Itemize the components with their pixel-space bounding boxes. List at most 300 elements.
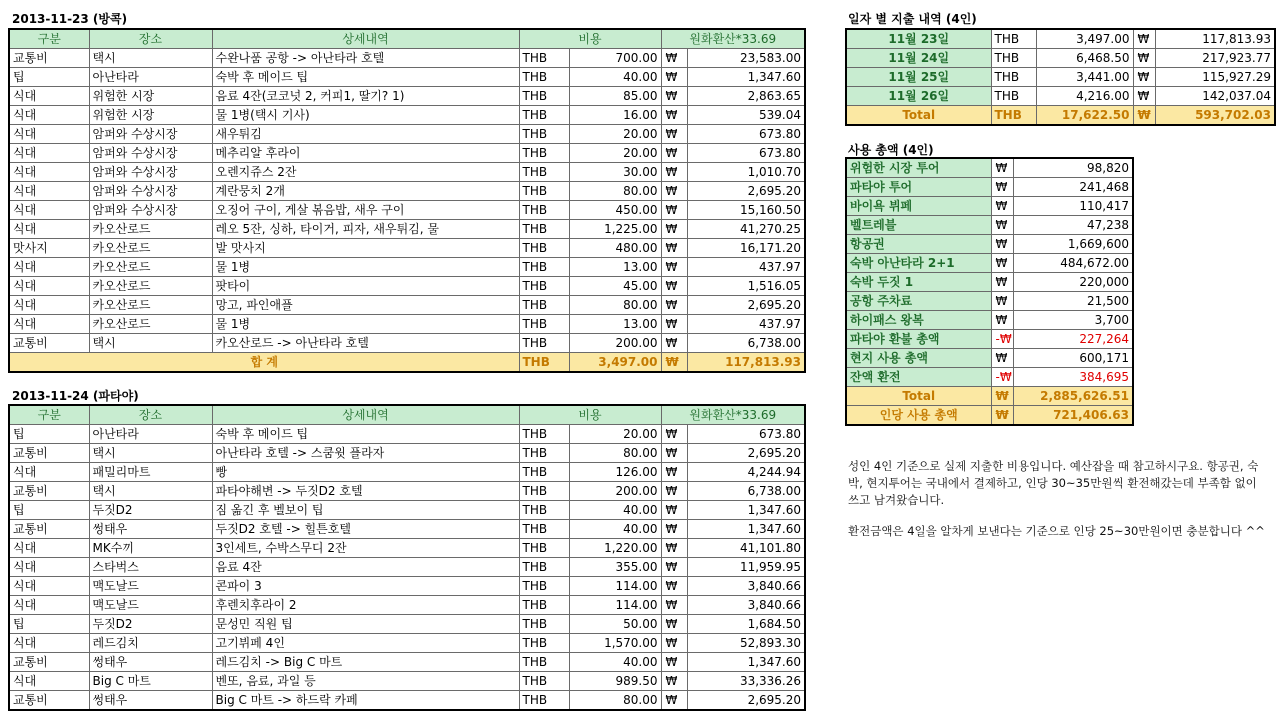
summary-won-symbol: ₩ xyxy=(991,216,1013,235)
cell-category: 팁 xyxy=(9,425,89,444)
cell-amount: 126.00 xyxy=(569,463,661,482)
summary-label: 공항 주차료 xyxy=(846,292,991,311)
summary-won-symbol: -₩ xyxy=(991,368,1013,387)
cell-category: 식대 xyxy=(9,634,89,653)
daily-date: 11월 25일 xyxy=(846,68,991,87)
cell-amount: 40.00 xyxy=(569,501,661,520)
summary-row xyxy=(846,368,1133,387)
table-row xyxy=(9,239,805,258)
cell-won-amount: 2,863.65 xyxy=(687,87,805,106)
day1-title: 2013-11-23 (방콕) xyxy=(12,12,128,26)
total-currency: THB xyxy=(519,353,569,373)
table-row xyxy=(9,501,805,520)
daily-row xyxy=(846,29,1275,49)
cell-won-symbol: ₩ xyxy=(661,444,687,463)
cell-won-symbol: ₩ xyxy=(661,182,687,201)
cell-currency: THB xyxy=(519,125,569,144)
cell-amount: 50.00 xyxy=(569,615,661,634)
cell-currency: THB xyxy=(519,653,569,672)
cell-place: 카오산로드 xyxy=(89,220,212,239)
daily-won-symbol: ₩ xyxy=(1133,68,1155,87)
cell-category: 교통비 xyxy=(9,334,89,353)
summary-amount: 220,000 xyxy=(1013,273,1133,292)
cell-currency: THB xyxy=(519,182,569,201)
cell-amount: 30.00 xyxy=(569,163,661,182)
summary-won-symbol: ₩ xyxy=(991,178,1013,197)
table-row xyxy=(9,125,805,144)
cell-won-amount: 52,893.30 xyxy=(687,634,805,653)
cell-won-symbol: ₩ xyxy=(661,296,687,315)
day1-table xyxy=(8,28,806,373)
cell-detail: 숙박 후 메이드 팁 xyxy=(212,68,519,87)
summary-won-symbol: ₩ xyxy=(991,349,1013,368)
summary-row xyxy=(846,216,1133,235)
cell-won-amount: 3,840.66 xyxy=(687,596,805,615)
cell-won-symbol: ₩ xyxy=(661,501,687,520)
cell-category: 식대 xyxy=(9,144,89,163)
cell-won-symbol: ₩ xyxy=(661,691,687,711)
cell-amount: 20.00 xyxy=(569,425,661,444)
cell-amount: 16.00 xyxy=(569,106,661,125)
summary-row xyxy=(846,178,1133,197)
daily-currency: THB xyxy=(991,87,1036,106)
table-row xyxy=(9,520,805,539)
cell-amount: 85.00 xyxy=(569,87,661,106)
cell-category: 식대 xyxy=(9,163,89,182)
cell-detail: 물 1병 xyxy=(212,258,519,277)
daily-won-symbol: ₩ xyxy=(1133,29,1155,49)
daily-amount: 3,441.00 xyxy=(1036,68,1133,87)
note-paragraph-2: 환전금액은 4일을 알차게 보낸다는 기준으로 인당 25~30만원이면 충분합니다 ^^ xyxy=(848,524,1265,538)
daily-table xyxy=(845,28,1276,126)
cell-won-amount: 23,583.00 xyxy=(687,49,805,68)
cell-won-symbol: ₩ xyxy=(661,539,687,558)
summary-won-symbol: ₩ xyxy=(991,254,1013,273)
cell-currency: THB xyxy=(519,87,569,106)
cell-won-symbol: ₩ xyxy=(661,315,687,334)
cell-won-symbol: ₩ xyxy=(661,463,687,482)
cell-won-symbol: ₩ xyxy=(661,277,687,296)
table-row xyxy=(9,615,805,634)
cell-won-symbol: ₩ xyxy=(661,239,687,258)
daily-date: 11월 23일 xyxy=(846,29,991,49)
cell-currency: THB xyxy=(519,201,569,220)
table-row xyxy=(9,444,805,463)
col-header-detail: 상세내역 xyxy=(212,405,519,425)
cell-won-amount: 1,347.60 xyxy=(687,653,805,672)
cell-amount: 80.00 xyxy=(569,182,661,201)
summary-per-person-label: 인당 사용 총액 xyxy=(846,406,991,426)
cell-category: 식대 xyxy=(9,106,89,125)
daily-date: 11월 26일 xyxy=(846,87,991,106)
daily-won-amount: 117,813.93 xyxy=(1155,29,1275,49)
table-row xyxy=(9,596,805,615)
summary-per-person-row xyxy=(846,406,1133,426)
table-row xyxy=(9,87,805,106)
cell-amount: 700.00 xyxy=(569,49,661,68)
summary-label: 파타야 환불 총액 xyxy=(846,330,991,349)
summary-label: 숙박 아난타라 2+1 xyxy=(846,254,991,273)
table-row xyxy=(9,634,805,653)
cell-won-symbol: ₩ xyxy=(661,87,687,106)
cell-won-amount: 2,695.20 xyxy=(687,691,805,711)
daily-total-row xyxy=(846,106,1275,126)
cell-currency: THB xyxy=(519,163,569,182)
cell-won-symbol: ₩ xyxy=(661,144,687,163)
day2-header-row xyxy=(9,405,805,425)
daily-won-amount: 115,927.29 xyxy=(1155,68,1275,87)
cell-currency: THB xyxy=(519,144,569,163)
cell-currency: THB xyxy=(519,49,569,68)
cell-won-symbol: ₩ xyxy=(661,220,687,239)
table-row xyxy=(9,482,805,501)
cell-detail: 파타야해변 -> 두짓D2 호텔 xyxy=(212,482,519,501)
summary-amount: 47,238 xyxy=(1013,216,1133,235)
cell-amount: 80.00 xyxy=(569,444,661,463)
day2-table xyxy=(8,404,806,711)
cell-detail: 새우튀김 xyxy=(212,125,519,144)
cell-place: 카오산로드 xyxy=(89,296,212,315)
cell-category: 식대 xyxy=(9,277,89,296)
daily-row xyxy=(846,49,1275,68)
daily-amount: 6,468.50 xyxy=(1036,49,1133,68)
cell-place: 카오산로드 xyxy=(89,258,212,277)
table-row xyxy=(9,106,805,125)
table-row xyxy=(9,558,805,577)
table-row xyxy=(9,653,805,672)
cell-amount: 20.00 xyxy=(569,125,661,144)
cell-won-symbol: ₩ xyxy=(661,615,687,634)
cell-detail: 3인세트, 수박스무디 2잔 xyxy=(212,539,519,558)
cell-place: 카오산로드 xyxy=(89,277,212,296)
col-header-krw: 원화환산*33.69 xyxy=(661,29,805,49)
summary-label: 항공권 xyxy=(846,235,991,254)
cell-currency: THB xyxy=(519,68,569,87)
summary-row xyxy=(846,197,1133,216)
cell-place: 두짓D2 xyxy=(89,615,212,634)
table-row xyxy=(9,463,805,482)
cell-won-amount: 2,695.20 xyxy=(687,296,805,315)
cell-amount: 1,225.00 xyxy=(569,220,661,239)
cell-place: 택시 xyxy=(89,334,212,353)
col-header-detail: 상세내역 xyxy=(212,29,519,49)
cell-currency: THB xyxy=(519,277,569,296)
cell-currency: THB xyxy=(519,558,569,577)
cell-place: 암퍼와 수상시장 xyxy=(89,201,212,220)
summary-row xyxy=(846,158,1133,178)
cell-currency: THB xyxy=(519,106,569,125)
cell-amount: 1,220.00 xyxy=(569,539,661,558)
cell-detail: 물 1병(택시 기사) xyxy=(212,106,519,125)
summary-row xyxy=(846,273,1133,292)
cell-place: 암퍼와 수상시장 xyxy=(89,125,212,144)
cell-amount: 450.00 xyxy=(569,201,661,220)
daily-total-label: Total xyxy=(846,106,991,126)
daily-row xyxy=(846,87,1275,106)
cell-currency: THB xyxy=(519,672,569,691)
cell-detail: 고기뷔페 4인 xyxy=(212,634,519,653)
cell-category: 식대 xyxy=(9,296,89,315)
cell-place: 암퍼와 수상시장 xyxy=(89,144,212,163)
col-header-category: 구분 xyxy=(9,405,89,425)
cell-won-symbol: ₩ xyxy=(661,596,687,615)
col-header-cost: 비용 xyxy=(519,29,661,49)
col-header-krw: 원화환산*33.69 xyxy=(661,405,805,425)
cell-won-amount: 41,270.25 xyxy=(687,220,805,239)
cell-won-amount: 41,101.80 xyxy=(687,539,805,558)
daily-total-currency: THB xyxy=(991,106,1036,126)
cell-won-amount: 673.80 xyxy=(687,144,805,163)
total-won-symbol: ₩ xyxy=(661,353,687,373)
daily-title: 일자 별 지출 내역 (4인) xyxy=(848,12,977,26)
cell-detail: Big C 마트 -> 하드락 카페 xyxy=(212,691,519,711)
cell-amount: 45.00 xyxy=(569,277,661,296)
summary-per-person-won-symbol: ₩ xyxy=(991,406,1013,426)
summary-label: 잔액 환전 xyxy=(846,368,991,387)
cell-detail: 수완나품 공항 -> 아난타라 호텔 xyxy=(212,49,519,68)
summary-won-symbol: ₩ xyxy=(991,273,1013,292)
table-row xyxy=(9,577,805,596)
summary-label: 벨트레블 xyxy=(846,216,991,235)
cell-amount: 20.00 xyxy=(569,144,661,163)
cell-currency: THB xyxy=(519,634,569,653)
total-amount: 3,497.00 xyxy=(569,353,661,373)
daily-won-symbol: ₩ xyxy=(1133,87,1155,106)
cell-currency: THB xyxy=(519,615,569,634)
cell-detail: 콘파이 3 xyxy=(212,577,519,596)
summary-title: 사용 총액 (4인) xyxy=(848,143,934,157)
summary-row xyxy=(846,311,1133,330)
summary-amount: 384,695 xyxy=(1013,368,1133,387)
summary-won-symbol: ₩ xyxy=(991,311,1013,330)
cell-amount: 13.00 xyxy=(569,315,661,334)
cell-amount: 80.00 xyxy=(569,296,661,315)
cell-category: 식대 xyxy=(9,577,89,596)
cell-amount: 114.00 xyxy=(569,577,661,596)
daily-date: 11월 24일 xyxy=(846,49,991,68)
cell-detail: 음료 4잔 xyxy=(212,558,519,577)
cell-category: 맛사지 xyxy=(9,239,89,258)
cell-detail: 팟타이 xyxy=(212,277,519,296)
cell-category: 식대 xyxy=(9,315,89,334)
cell-detail: 짐 옮긴 후 벨보이 팁 xyxy=(212,501,519,520)
cell-won-amount: 2,695.20 xyxy=(687,182,805,201)
cell-won-symbol: ₩ xyxy=(661,201,687,220)
cell-won-amount: 1,347.60 xyxy=(687,520,805,539)
summary-total-row xyxy=(846,387,1133,406)
cell-detail: 레오 5잔, 싱하, 타이거, 피자, 새우튀김, 물 xyxy=(212,220,519,239)
cell-place: 암퍼와 수상시장 xyxy=(89,182,212,201)
cell-currency: THB xyxy=(519,334,569,353)
cell-place: 썽태우 xyxy=(89,691,212,711)
cell-won-symbol: ₩ xyxy=(661,68,687,87)
summary-row xyxy=(846,292,1133,311)
table-row xyxy=(9,296,805,315)
summary-amount: 98,820 xyxy=(1013,158,1133,178)
cell-won-amount: 437.97 xyxy=(687,315,805,334)
daily-total-won-symbol: ₩ xyxy=(1133,106,1155,126)
cell-place: 카오산로드 xyxy=(89,315,212,334)
col-header-place: 장소 xyxy=(89,405,212,425)
summary-won-symbol: ₩ xyxy=(991,292,1013,311)
cell-won-amount: 1,684.50 xyxy=(687,615,805,634)
summary-label: 위험한 시장 투어 xyxy=(846,158,991,178)
col-header-category: 구분 xyxy=(9,29,89,49)
total-won-amount: 117,813.93 xyxy=(687,353,805,373)
cell-place: 암퍼와 수상시장 xyxy=(89,163,212,182)
cell-won-symbol: ₩ xyxy=(661,425,687,444)
cell-currency: THB xyxy=(519,596,569,615)
cell-detail: 벤또, 음료, 과일 등 xyxy=(212,672,519,691)
cell-category: 교통비 xyxy=(9,691,89,711)
table-row xyxy=(9,334,805,353)
cell-won-amount: 6,738.00 xyxy=(687,334,805,353)
cell-currency: THB xyxy=(519,425,569,444)
daily-total-won-amount: 593,702.03 xyxy=(1155,106,1275,126)
day1-header-row xyxy=(9,29,805,49)
cell-place: 맥도날드 xyxy=(89,596,212,615)
cell-detail: 빵 xyxy=(212,463,519,482)
cell-currency: THB xyxy=(519,482,569,501)
cell-amount: 480.00 xyxy=(569,239,661,258)
summary-amount: 110,417 xyxy=(1013,197,1133,216)
summary-label: 숙박 두짓 1 xyxy=(846,273,991,292)
cell-currency: THB xyxy=(519,691,569,711)
cell-won-symbol: ₩ xyxy=(661,258,687,277)
cell-currency: THB xyxy=(519,444,569,463)
table-row xyxy=(9,68,805,87)
cell-detail: 계란뭉치 2개 xyxy=(212,182,519,201)
cell-won-symbol: ₩ xyxy=(661,672,687,691)
cell-detail: 물 1병 xyxy=(212,315,519,334)
cell-currency: THB xyxy=(519,315,569,334)
cell-won-amount: 2,695.20 xyxy=(687,444,805,463)
cell-place: 택시 xyxy=(89,482,212,501)
cell-won-amount: 15,160.50 xyxy=(687,201,805,220)
cell-detail: 발 맛사지 xyxy=(212,239,519,258)
cell-category: 교통비 xyxy=(9,482,89,501)
cell-currency: THB xyxy=(519,577,569,596)
cell-place: 스타벅스 xyxy=(89,558,212,577)
summary-total-label: Total xyxy=(846,387,991,406)
table-row xyxy=(9,182,805,201)
total-label: 합 계 xyxy=(9,353,519,373)
cell-won-amount: 3,840.66 xyxy=(687,577,805,596)
cell-won-symbol: ₩ xyxy=(661,577,687,596)
cell-amount: 40.00 xyxy=(569,68,661,87)
summary-row xyxy=(846,235,1133,254)
summary-row xyxy=(846,349,1133,368)
cell-detail: 문성민 직원 팁 xyxy=(212,615,519,634)
cell-won-amount: 673.80 xyxy=(687,425,805,444)
cell-category: 교통비 xyxy=(9,444,89,463)
note-paragraph-1: 성인 4인 기준으로 실제 지출한 비용입니다. 예산잡을 때 참고하시구요. 항공권, 숙박, 현지투어는 국내에서 결제하고, 인당 30~35만원씩 환전해갔는데 부족함 없이 쓰고 남겨왔습니다. xyxy=(848,459,1259,507)
cell-currency: THB xyxy=(519,539,569,558)
cell-won-amount: 33,336.26 xyxy=(687,672,805,691)
daily-currency: THB xyxy=(991,49,1036,68)
daily-won-amount: 142,037.04 xyxy=(1155,87,1275,106)
summary-won-symbol: ₩ xyxy=(991,158,1013,178)
cell-place: MK수끼 xyxy=(89,539,212,558)
daily-won-symbol: ₩ xyxy=(1133,49,1155,68)
cell-place: 썽태우 xyxy=(89,520,212,539)
table-row xyxy=(9,258,805,277)
cell-amount: 114.00 xyxy=(569,596,661,615)
cell-won-symbol: ₩ xyxy=(661,163,687,182)
cell-category: 식대 xyxy=(9,125,89,144)
cell-place: Big C 마트 xyxy=(89,672,212,691)
cell-category: 식대 xyxy=(9,201,89,220)
cell-amount: 80.00 xyxy=(569,691,661,711)
cell-place: 아난타라 xyxy=(89,68,212,87)
cell-amount: 200.00 xyxy=(569,334,661,353)
cell-amount: 989.50 xyxy=(569,672,661,691)
cell-category: 팁 xyxy=(9,615,89,634)
cell-place: 두짓D2 xyxy=(89,501,212,520)
cell-place: 카오산로드 xyxy=(89,239,212,258)
cell-won-amount: 6,738.00 xyxy=(687,482,805,501)
cell-place: 아난타라 xyxy=(89,425,212,444)
cell-category: 식대 xyxy=(9,596,89,615)
table-row xyxy=(9,49,805,68)
cell-place: 맥도날드 xyxy=(89,577,212,596)
cell-place: 택시 xyxy=(89,49,212,68)
summary-label: 바이욕 뷔페 xyxy=(846,197,991,216)
cell-won-amount: 4,244.94 xyxy=(687,463,805,482)
cell-detail: 아난타라 호텔 -> 스쿰윗 플라자 xyxy=(212,444,519,463)
cell-amount: 40.00 xyxy=(569,520,661,539)
summary-total-won-symbol: ₩ xyxy=(991,387,1013,406)
summary-label: 현지 사용 총액 xyxy=(846,349,991,368)
cell-won-symbol: ₩ xyxy=(661,49,687,68)
note xyxy=(848,458,1268,554)
summary-amount: 3,700 xyxy=(1013,311,1133,330)
table-row xyxy=(9,220,805,239)
summary-won-symbol: ₩ xyxy=(991,235,1013,254)
col-header-place: 장소 xyxy=(89,29,212,49)
cell-won-amount: 1,516.05 xyxy=(687,277,805,296)
cell-amount: 13.00 xyxy=(569,258,661,277)
cell-detail: 카오산로드 -> 아난타라 호텔 xyxy=(212,334,519,353)
cell-place: 패밀리마트 xyxy=(89,463,212,482)
col-header-cost: 비용 xyxy=(519,405,661,425)
summary-amount: 600,171 xyxy=(1013,349,1133,368)
cell-won-amount: 1,347.60 xyxy=(687,68,805,87)
summary-total-amount: 2,885,626.51 xyxy=(1013,387,1133,406)
summary-won-symbol: -₩ xyxy=(991,330,1013,349)
cell-amount: 1,570.00 xyxy=(569,634,661,653)
cell-currency: THB xyxy=(519,239,569,258)
summary-amount: 227,264 xyxy=(1013,330,1133,349)
daily-row xyxy=(846,68,1275,87)
cell-detail: 오렌지쥬스 2잔 xyxy=(212,163,519,182)
cell-category: 식대 xyxy=(9,258,89,277)
cell-currency: THB xyxy=(519,463,569,482)
cell-currency: THB xyxy=(519,520,569,539)
summary-row xyxy=(846,254,1133,273)
summary-label: 하이패스 왕복 xyxy=(846,311,991,330)
cell-detail: 숙박 후 메이드 팁 xyxy=(212,425,519,444)
summary-amount: 21,500 xyxy=(1013,292,1133,311)
daily-currency: THB xyxy=(991,68,1036,87)
summary-amount: 241,468 xyxy=(1013,178,1133,197)
cell-category: 식대 xyxy=(9,87,89,106)
cell-category: 교통비 xyxy=(9,653,89,672)
cell-detail: 레드김치 -> Big C 마트 xyxy=(212,653,519,672)
cell-category: 식대 xyxy=(9,672,89,691)
cell-won-amount: 16,171.20 xyxy=(687,239,805,258)
cell-won-symbol: ₩ xyxy=(661,334,687,353)
